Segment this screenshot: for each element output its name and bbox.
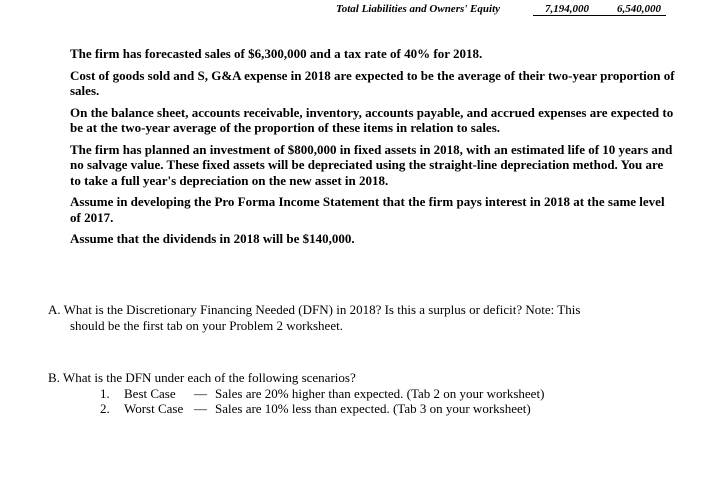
assumption-sales-tax: The firm has forecasted sales of $6,300,000 and a tax rate of 40% for 2018. bbox=[70, 46, 483, 61]
scenario-worst-case bbox=[48, 401, 678, 417]
assumptions-block bbox=[70, 46, 675, 253]
scenario-number: 1. bbox=[100, 385, 110, 401]
question-b bbox=[48, 370, 678, 417]
scenario-name: Best Case bbox=[124, 385, 176, 401]
scenario-list bbox=[48, 386, 678, 417]
question-a bbox=[48, 302, 678, 333]
assumption-cogs-sga: Cost of goods sold and S, G&A expense in 2018 are expected to be the average of their two-year proportion of sales. bbox=[70, 67, 675, 98]
assumption-interest: Assume in developing the Pro Forma Income Statement that the firm pays interest in 2018 at the same level of 2017. bbox=[70, 194, 665, 225]
scenario-name: Worst Case bbox=[124, 401, 184, 416]
scenario-description: Sales are 10% less than expected. (Tab 3 on your worksheet) bbox=[215, 401, 531, 416]
question-b-heading: B. What is the DFN under each of the following scenarios? bbox=[48, 370, 356, 385]
total-liabilities-label: Total Liabilities and Owners' Equity bbox=[336, 3, 501, 15]
assumption-working-capital: On the balance sheet, accounts receivable, inventory, accounts payable, and accrued expenses are expected to be at the two-year average of the proportion of these items in relation to sales. bbox=[70, 104, 674, 135]
assumption-fixed-assets: The firm has planned an investment of $800,000 in fixed assets in 2018, with an estimated life of 10 years and no salvage value. These fixed assets will be depreciated using the straight-line depreciation method. You are to take a full year's depreciation on the new asset in 2018. bbox=[70, 141, 673, 188]
assumption-dividends: Assume that the dividends in 2018 will be $140,000. bbox=[70, 231, 355, 246]
total-2018-value: 7,194,000 bbox=[545, 3, 589, 15]
question-a-line2: should be the first tab on your Problem 2 worksheet. bbox=[70, 317, 343, 333]
total-liabilities-equity-row bbox=[0, 1, 713, 17]
total-2017-value: 6,540,000 bbox=[617, 3, 661, 15]
total-underline bbox=[533, 15, 666, 16]
scenario-dash: — bbox=[194, 401, 207, 416]
scenario-dash: — bbox=[194, 385, 207, 401]
question-a-line1: A. What is the Discretionary Financing Needed (DFN) in 2018? Is this a surplus or deficit? Note: This bbox=[48, 302, 581, 317]
scenario-best-case bbox=[48, 386, 678, 402]
scenario-description: Sales are 20% higher than expected. (Tab 2 on your worksheet) bbox=[215, 385, 545, 401]
scenario-number: 2. bbox=[100, 401, 110, 416]
